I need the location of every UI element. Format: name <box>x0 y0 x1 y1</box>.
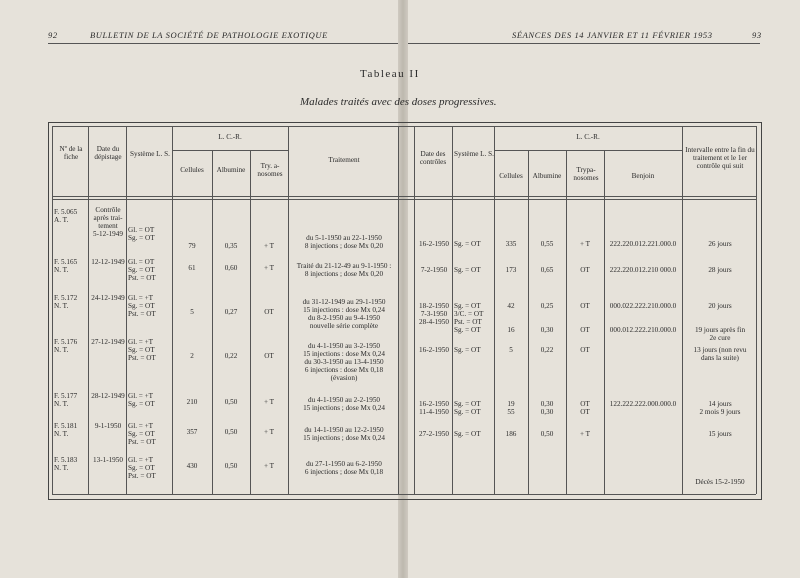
cell-benjoin: 122.222.222.000.000.0 <box>609 400 677 408</box>
cell-systeme: Gl. = +T <box>128 392 154 400</box>
cell-benjoin: 000.022.222.210.000.0 <box>609 302 677 310</box>
cell-controle: 18-2-1950 <box>419 302 449 310</box>
cell-traitement: 6 injections ; dose Mx 0,18 <box>304 468 384 476</box>
running-title-right: SÉANCES DES 14 JANVIER ET 11 FÉVRIER 1953 <box>512 30 713 40</box>
cell-systeme: Gl. = +T <box>128 294 154 302</box>
cell-traitement: du 27-1-1950 au 6-2-1950 <box>306 460 382 468</box>
cell-trypano-control: OT <box>580 408 590 416</box>
header-rule-right <box>408 43 760 44</box>
cell-trypano-control: OT <box>580 326 590 334</box>
cell-systeme: Sg. = OT <box>128 234 155 242</box>
cell-traitement: 15 injections : dose Mx 0,24 <box>303 306 385 314</box>
cell-albumine-control: 0,22 <box>540 346 554 354</box>
cell-intervalle: 28 jours <box>708 266 732 274</box>
cell-benjoin: 000.012.222.210.000.0 <box>609 326 677 334</box>
col-trypano: Try. a- nosomes <box>257 162 283 178</box>
col-fiche: Nº de la fiche <box>59 145 83 161</box>
cell-albumine: 0,60 <box>224 264 238 272</box>
cell-trypano: + T <box>263 462 275 470</box>
cell-systeme: Gl. = +T <box>128 338 154 346</box>
cell-traitement: 6 injections : dose Mx 0,18 <box>304 366 384 374</box>
cell-cellules-control: 186 <box>505 430 517 438</box>
cell-traitement: 8 injections ; dose Mx 0,20 <box>304 270 384 278</box>
cell-fiche: F. 5.172 <box>54 294 78 302</box>
cell-systeme: Gl. = +T <box>128 456 154 464</box>
cell-cellules: 79 <box>188 242 196 250</box>
col-benjoin: Benjoin <box>631 172 655 180</box>
cell-trypano-control: OT <box>580 400 590 408</box>
cell-trypano: OT <box>264 352 274 360</box>
cell-fiche: F. 5.177 <box>54 392 78 400</box>
cell-albumine-control: 0,25 <box>540 302 554 310</box>
cell-systeme-control: Sg. = OT <box>454 400 481 408</box>
cell-systeme: Sg. = OT <box>128 346 155 354</box>
col-cellules: Cellules <box>180 166 204 174</box>
cell-controle: 11-4-1950 <box>419 408 449 416</box>
cell-systeme-control: Sg. = OT <box>454 346 481 354</box>
col-systeme: Système L. S. <box>130 150 170 158</box>
cell-systeme-control: Sg. = OT <box>454 430 481 438</box>
table-title: Tableau II <box>360 68 420 80</box>
cell-systeme: Gl. = +T <box>128 422 154 430</box>
cell-depistage: 5-12-1949 <box>93 230 123 238</box>
cell-traitement: du 31-12-1949 au 29-1-1950 <box>302 298 386 306</box>
cell-intervalle: 2e cure <box>709 334 731 342</box>
cell-traitement: du 4-1-1950 au 3-2-1950 <box>307 342 381 350</box>
cell-controle: 7-3-1950 <box>420 310 448 318</box>
cell-trypano-control: + T <box>579 430 591 438</box>
cell-systeme-control: Pst. = OT <box>454 318 482 326</box>
cell-fiche: N. T. <box>54 400 69 408</box>
cell-systeme-control: 3/C. = OT <box>454 310 484 318</box>
cell-traitement: 15 injections ; dose Mx 0,24 <box>303 404 385 412</box>
cell-traitement: nouvelle série complète <box>309 322 379 330</box>
cell-systeme-control: Sg. = OT <box>454 408 481 416</box>
cell-trypano: OT <box>264 308 274 316</box>
cell-traitement: 15 injections ; dose Mx 0,24 <box>303 434 385 442</box>
col-date-controles: Date des contrôles <box>419 150 447 166</box>
cell-intervalle: 20 jours <box>708 302 732 310</box>
cell-traitement: Traité du 21-12-49 au 9-1-1950 : <box>296 262 392 270</box>
cell-intervalle: 14 jours <box>708 400 732 408</box>
cell-traitement: du 14-1-1950 au 12-2-1950 <box>304 426 384 434</box>
cell-albumine: 0,50 <box>224 398 238 406</box>
cell-cellules-control: 5 <box>509 346 513 354</box>
cell-fiche: F. 5.065 <box>54 208 78 216</box>
cell-albumine: 0,50 <box>224 428 238 436</box>
cell-trypano: + T <box>263 428 275 436</box>
cell-fiche: A. T. <box>54 216 69 224</box>
cell-systeme: Sg. = OT <box>128 430 155 438</box>
cell-cellules-control: 19 <box>507 400 515 408</box>
cell-intervalle: 2 mois 9 jours <box>699 408 741 416</box>
cell-systeme: Pst. = OT <box>128 472 156 480</box>
col-systeme2: Système L. S. <box>454 150 494 158</box>
cell-benjoin: 222.220.012.210 000.0 <box>609 266 677 274</box>
cell-traitement: 8 injections ; dose Mx 0,20 <box>304 242 384 250</box>
cell-traitement: du 8-2-1950 au 9-4-1950 <box>307 314 381 322</box>
cell-systeme-control: Sg. = OT <box>454 302 481 310</box>
cell-cellules-control: 335 <box>505 240 517 248</box>
cell-controle: 7-2-1950 <box>420 266 448 274</box>
cell-systeme-control: Sg. = OT <box>454 240 481 248</box>
col-trypano2: Trypa- nosomes <box>573 166 599 182</box>
cell-systeme: Pst. = OT <box>128 438 156 446</box>
cell-albumine-control: 0,30 <box>540 408 554 416</box>
col-lcr: L. C.-R. <box>218 133 242 141</box>
cell-intervalle: 26 jours <box>708 240 732 248</box>
cell-trypano-control: OT <box>580 302 590 310</box>
cell-fiche: N. T. <box>54 302 69 310</box>
cell-systeme: Sg. = OT <box>128 266 155 274</box>
cell-systeme: Sg. = OT <box>128 400 155 408</box>
cell-fiche: N. T. <box>54 430 69 438</box>
cell-cellules-control: 16 <box>507 326 515 334</box>
cell-traitement: (évasion) <box>330 374 358 382</box>
cell-cellules: 357 <box>186 428 198 436</box>
cell-intervalle: 15 jours <box>708 430 732 438</box>
cell-controle: 28-4-1950 <box>419 318 449 326</box>
cell-traitement: du 4-1-1950 au 2-2-1950 <box>307 396 381 404</box>
cell-fiche: N. T. <box>54 464 69 472</box>
cell-systeme: Gl. = OT <box>128 226 155 234</box>
running-title-left: BULLETIN DE LA SOCIÉTÉ DE PATHOLOGIE EXOTIQUE <box>90 30 328 40</box>
cell-depistage: 13-1-1950 <box>93 456 123 464</box>
cell-trypano: + T <box>263 242 275 250</box>
cell-systeme-control: Sg. = OT <box>454 266 481 274</box>
cell-albumine: 0,35 <box>224 242 238 250</box>
cell-cellules: 430 <box>186 462 198 470</box>
cell-trypano-control: + T <box>579 240 591 248</box>
cell-trypano-control: OT <box>580 266 590 274</box>
cell-albumine-control: 0,50 <box>540 430 554 438</box>
cell-controle: 16-2-1950 <box>419 346 449 354</box>
cell-intervalle: Décès 15-2-1950 <box>695 478 745 486</box>
cell-systeme: Pst. = OT <box>128 354 156 362</box>
cell-intervalle: 19 jours après fin <box>694 326 746 334</box>
cell-depistage: 24-12-1949 <box>91 294 125 302</box>
col-intervalle: Intervalle entre la fin du traitement et le 1er contrôle qui suit <box>685 146 755 170</box>
cell-albumine: 0,50 <box>224 462 238 470</box>
cell-albumine-control: 0,30 <box>540 400 554 408</box>
cell-fiche: F. 5.165 <box>54 258 78 266</box>
cell-cellules-control: 42 <box>507 302 515 310</box>
cell-depistage: 28-12-1949 <box>91 392 125 400</box>
cell-systeme: Sg. = OT <box>128 302 155 310</box>
cell-depistage: Contrôle <box>95 206 121 214</box>
col-cellules2: Cellules <box>499 172 523 180</box>
cell-fiche: F. 5.181 <box>54 422 78 430</box>
cell-cellules-control: 55 <box>507 408 515 416</box>
col-traitement: Traitement <box>328 156 360 164</box>
cell-fiche: N. T. <box>54 346 69 354</box>
cell-trypano: + T <box>263 264 275 272</box>
col-depistage: Date du dépistage <box>94 145 122 161</box>
cell-controle: 27-2-1950 <box>419 430 449 438</box>
cell-depistage: 12-12-1949 <box>91 258 125 266</box>
cell-albumine: 0,22 <box>224 352 238 360</box>
cell-trypano-control: OT <box>580 346 590 354</box>
col-lcr2: L. C.-R. <box>576 133 600 141</box>
cell-cellules-control: 173 <box>505 266 517 274</box>
cell-systeme: Gl. = OT <box>128 258 155 266</box>
cell-depistage: 9-1-1950 <box>94 422 122 430</box>
cell-traitement: du 5-1-1950 au 22-1-1950 <box>306 234 382 242</box>
page-number-right: 93 <box>752 30 762 40</box>
cell-systeme-control: Sg. = OT <box>454 326 481 334</box>
cell-traitement: 15 injections : dose Mx 0,24 <box>303 350 385 358</box>
col-albumine: Albumine <box>216 166 246 174</box>
cell-albumine-control: 0,55 <box>540 240 554 248</box>
cell-cellules: 5 <box>190 308 194 316</box>
cell-cellules: 61 <box>188 264 196 272</box>
cell-systeme: Pst. = OT <box>128 274 156 282</box>
cell-depistage: après trai- <box>93 214 123 222</box>
cell-intervalle: dans la suite) <box>701 354 739 362</box>
cell-albumine-control: 0,30 <box>540 326 554 334</box>
col-albumine2: Albumine <box>532 172 562 180</box>
cell-intervalle: 13 jours (non revu <box>693 346 747 354</box>
cell-benjoin: 222.220.012.221.000.0 <box>609 240 677 248</box>
cell-fiche: F. 5.183 <box>54 456 78 464</box>
page-number-left: 92 <box>48 30 58 40</box>
table-subtitle: Malades traités avec des doses progressives. <box>300 96 497 108</box>
cell-trypano: + T <box>263 398 275 406</box>
cell-albumine: 0,27 <box>224 308 238 316</box>
cell-systeme: Sg. = OT <box>128 464 155 472</box>
header-rule-left <box>48 43 398 44</box>
cell-systeme: Pst. = OT <box>128 310 156 318</box>
cell-depistage: tement <box>98 222 118 230</box>
cell-traitement: du 30-3-1950 au 13-4-1950 <box>304 358 384 366</box>
cell-fiche: N. T. <box>54 266 69 274</box>
cell-cellules: 2 <box>190 352 194 360</box>
cell-cellules: 210 <box>186 398 198 406</box>
cell-fiche: F. 5.176 <box>54 338 78 346</box>
cell-albumine-control: 0,65 <box>540 266 554 274</box>
cell-controle: 16-2-1950 <box>419 240 449 248</box>
cell-depistage: 27-12-1949 <box>91 338 125 346</box>
cell-controle: 16-2-1950 <box>419 400 449 408</box>
